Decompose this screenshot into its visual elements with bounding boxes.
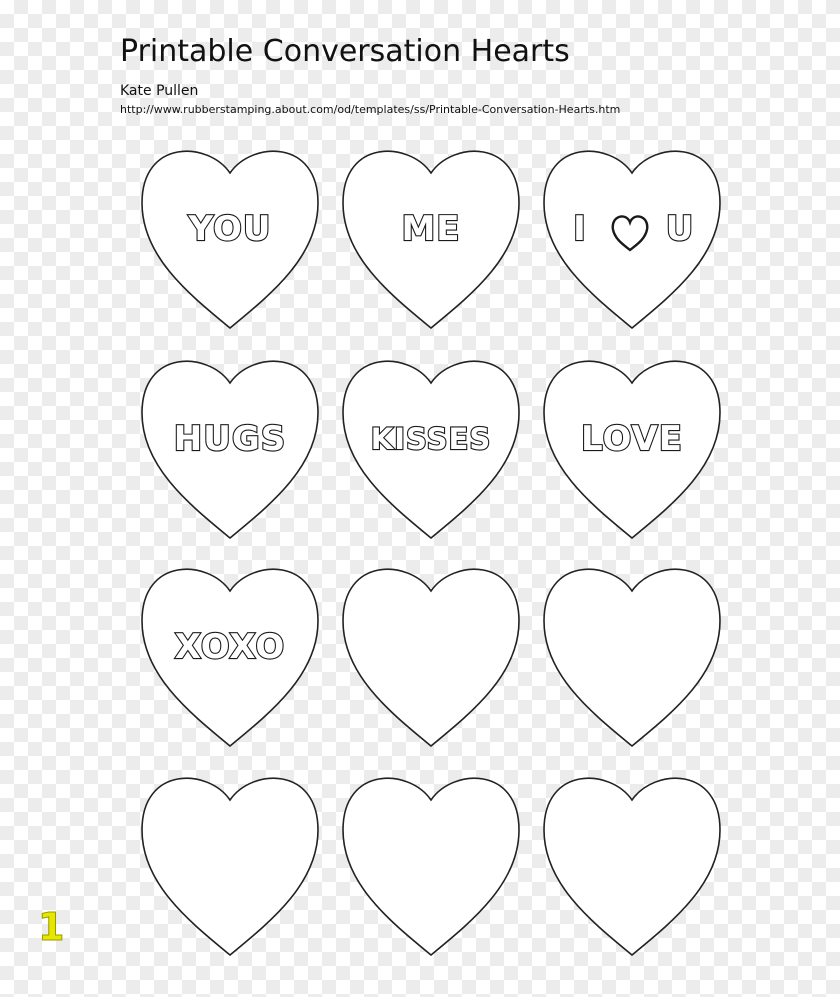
conversation-heart xyxy=(343,361,519,538)
heart-outline xyxy=(343,569,519,746)
heart-outline xyxy=(544,569,720,746)
heart-message: HUGS xyxy=(173,419,287,459)
page-number-mark: 1 xyxy=(38,905,65,949)
heart-outline xyxy=(544,778,720,955)
heart-message: KISSES xyxy=(370,422,492,456)
conversation-heart xyxy=(142,151,318,328)
heart-outline xyxy=(142,778,318,955)
page-title: Printable Conversation Hearts xyxy=(120,34,570,69)
conversation-heart xyxy=(142,361,318,538)
conversation-heart xyxy=(142,569,318,746)
heart-message: ME xyxy=(401,209,461,249)
conversation-heart xyxy=(544,361,720,538)
heart-message: I xyxy=(573,209,587,249)
heart-message: YOU xyxy=(188,209,272,249)
heart-message: XOXO xyxy=(174,627,286,667)
heart-outline xyxy=(343,778,519,955)
source-url: http://www.rubberstamping.about.com/od/templates/ss/Printable-Conversation-Hearts.htm xyxy=(120,103,621,116)
heart-message: U xyxy=(665,209,695,249)
conversation-heart xyxy=(142,778,318,955)
conversation-heart xyxy=(544,778,720,955)
author-name: Kate Pullen xyxy=(120,83,199,99)
conversation-heart xyxy=(343,151,519,328)
conversation-heart xyxy=(343,569,519,746)
conversation-heart xyxy=(544,151,720,328)
conversation-heart xyxy=(544,569,720,746)
heart-message: LOVE xyxy=(581,419,683,459)
conversation-heart xyxy=(343,778,519,955)
